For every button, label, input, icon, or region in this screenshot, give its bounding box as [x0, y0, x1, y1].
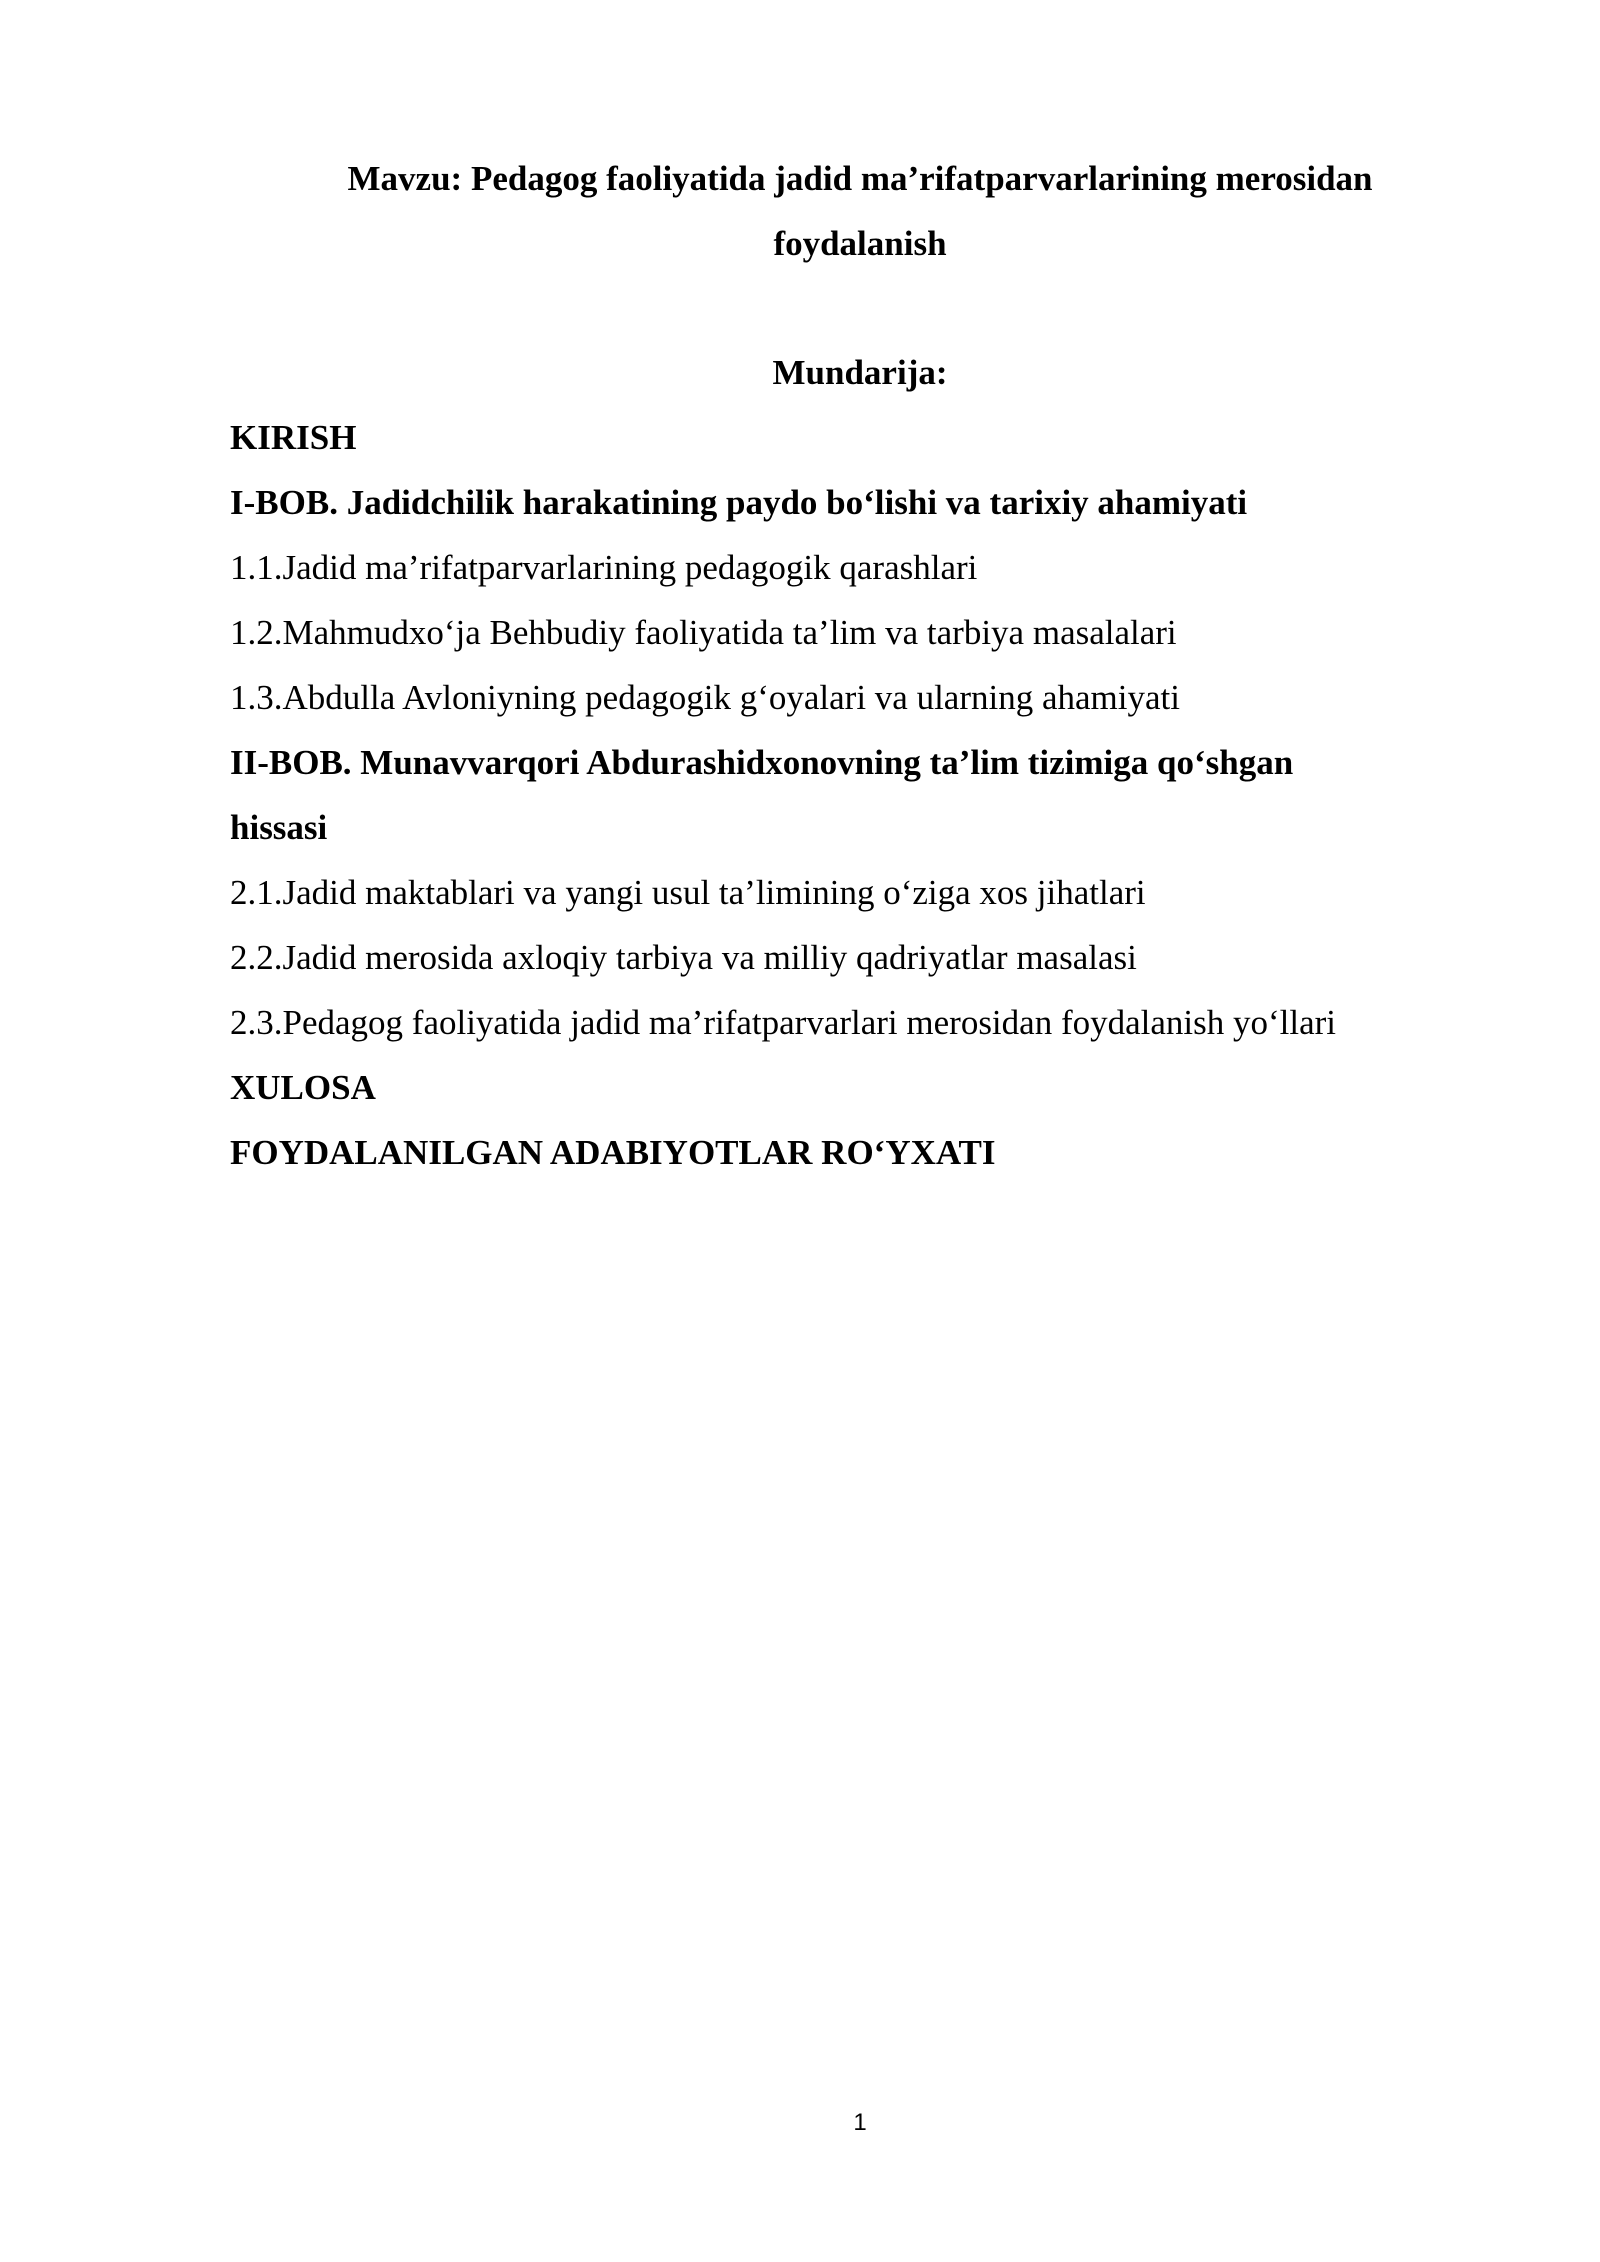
- toc-entry-section-2-3: 2.3.Pedagog faoliyatida jadid ma’rifatparvarlari merosidan foydalanish yo‘llari: [230, 1003, 1337, 1042]
- toc-entry-intro: KIRISH: [230, 418, 357, 457]
- toc-heading: Mundarija:: [772, 353, 948, 392]
- table-of-contents: [230, 405, 1490, 1185]
- toc-entry-chapter-1: I-BOB. Jadidchilik harakatining paydo bo‘lishi va tarixiy ahamiyati: [230, 483, 1248, 522]
- toc-entry-conclusion: XULOSA: [230, 1068, 376, 1107]
- document-title: [230, 146, 1490, 276]
- toc-entry-section-2-2: 2.2.Jadid merosida axloqiy tarbiya va milliy qadriyatlar masalasi: [230, 938, 1137, 977]
- toc-entry-section-1-1: 1.1.Jadid ma’rifatparvarlarining pedagogik qarashlari: [230, 548, 978, 587]
- toc-entry-section-1-3: 1.3.Abdulla Avloniyning pedagogik g‘oyalari va ularning ahamiyati: [230, 678, 1180, 717]
- toc-entry-chapter-2-line-2: hissasi: [230, 808, 328, 847]
- toc-entry-references: FOYDALANILGAN ADABIYOTLAR RO‘YXATI: [230, 1133, 996, 1172]
- toc-entry-chapter-2-line-1: II-BOB. Munavvarqori Abdurashidxonovning ta’lim tizimiga qo‘shgan: [230, 743, 1294, 782]
- title-line-2: foydalanish: [773, 224, 947, 263]
- toc-entry-section-2-1: 2.1.Jadid maktablari va yangi usul ta’limining o‘ziga xos jihatlari: [230, 873, 1146, 912]
- toc-entry-section-1-2: 1.2.Mahmudxo‘ja Behbudiy faoliyatida ta’lim va tarbiya masalalari: [230, 613, 1177, 652]
- title-line-1: Mavzu: Pedagog faoliyatida jadid ma’rifatparvarlarining merosidan: [347, 159, 1373, 198]
- page-number: 1: [853, 2109, 867, 2136]
